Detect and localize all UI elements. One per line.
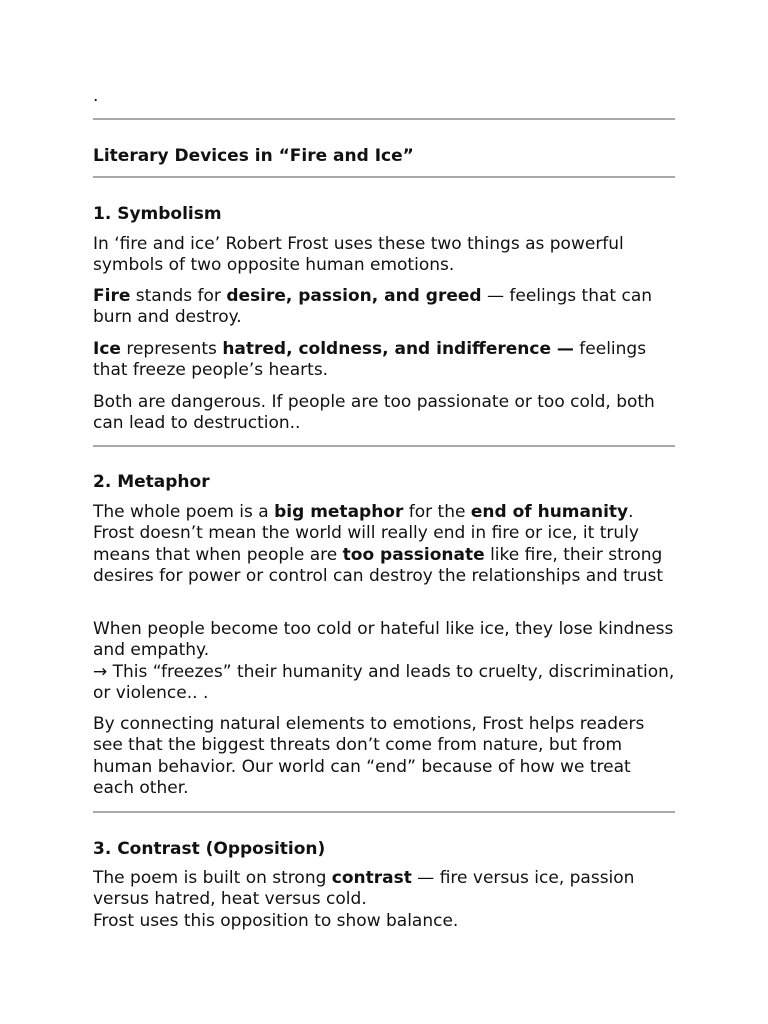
paragraph [93,234,675,277]
text: — fire versus ice, passion versus hatred, heat versus cold. [93,868,635,910]
section-heading-symbolism: 1. Symbolism [93,204,222,224]
paragraph [93,502,675,587]
text: In ‘fire and ice’ Robert Frost uses these two things as powerful symbols of two opposite human emotions. [93,234,624,276]
text: The poem is built on strong [93,868,332,888]
text: Both are dangerous. If people are too passionate or too cold, both can lead to destruction.. [93,392,655,434]
text: The whole poem is a [93,502,275,522]
paragraph [93,339,675,382]
bold-text: big metaphor [274,502,404,522]
divider [93,176,675,178]
divider [93,811,675,813]
text: like fire, their strong desires for power or control can destroy the relationships and trust [93,544,664,586]
bold-text: hatred, coldness, and indifference — [222,339,574,359]
paragraph [93,619,675,704]
divider [93,445,675,447]
text: Frost uses this opposition to show balance. [93,910,459,931]
text: — feelings that can burn and destroy. [93,286,653,328]
text: for the [403,502,471,522]
text: When people become too cold or hateful like ice, they lose kindness and empathy. [93,619,674,661]
text: represents [120,339,223,359]
text: → This “freezes” their humanity and leads to cruelty, discrimination, or violence.. . [93,661,675,703]
text: By connecting natural elements to emotions, Frost helps readers see that the biggest threats don’t come from nature, but from human behavior. Our world can “end” because of how we treat each other. [93,714,645,798]
paragraph [93,392,675,435]
bold-text: contrast [331,868,412,888]
bold-text: Ice [93,339,121,359]
section-heading-contrast: 3. Contrast (Opposition) [93,839,326,859]
bold-text: end of humanity [470,502,629,522]
bold-text: Fire [93,286,131,306]
divider [93,118,675,120]
text: stands for [130,286,227,306]
section-heading-metaphor: 2. Metaphor [93,472,210,492]
paragraph [93,714,675,799]
bold-text: desire, passion, and greed [226,286,482,306]
text: feelings that freeze people’s hearts. [93,339,647,381]
paragraph [93,286,675,329]
top-marker: . [93,86,99,106]
text: . Frost doesn’t mean the world will really end in fire or ice, it truly means that when people are [93,502,639,565]
document-title: Literary Devices in “Fire and Ice” [93,146,414,166]
paragraph [93,868,675,932]
bold-text: too passionate [342,544,485,565]
